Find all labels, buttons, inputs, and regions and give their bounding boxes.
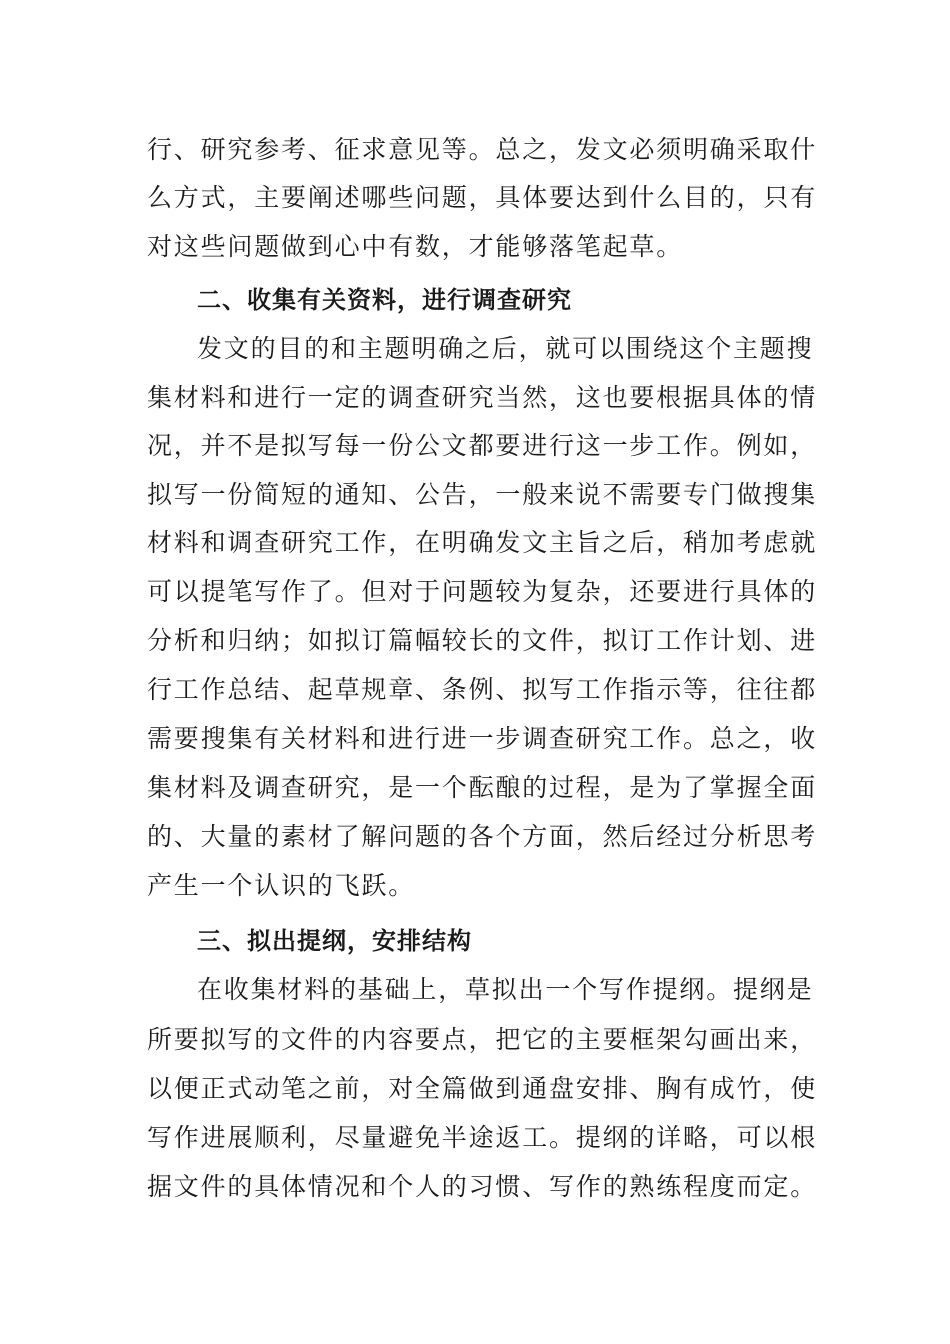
paragraph-2-line-1: 发文的目的和主题明确之后，就可以围绕这个主题搜: [197, 334, 814, 363]
paragraph-2-line-9: 需要搜集有关材料和进行进一步调查研究工作。总之，收: [147, 724, 818, 753]
paragraph-2-line-6: 可以提笔写作了。但对于问题较为复杂，还要进行具体的: [147, 577, 818, 606]
paragraph-2-line-2: 集材料和进行一定的调查研究当然，这也要根据具体的情: [147, 383, 818, 412]
paragraph-1-line-3: 对这些问题做到心中有数，才能够落笔起草。: [147, 232, 684, 261]
paragraph-3-line-5: 据文件的具体情况和个人的习惯、写作的熟练程度而定。: [147, 1172, 818, 1201]
section-heading-3: 三、拟出提纲，安排结构: [197, 927, 472, 955]
paragraph-3-line-3: 以便正式动笔之前，对全篇做到通盘安排、胸有成竹，使: [147, 1074, 818, 1103]
paragraph-2-line-12: 产生一个认识的飞跃。: [147, 871, 416, 900]
section-heading-2: 二、收集有关资料，进行调查研究: [197, 286, 572, 314]
paragraph-2-line-3: 况，并不是拟写每一份公文都要进行这一步工作。例如，: [147, 431, 818, 460]
paragraph-3-line-2: 所要拟写的文件的内容要点，把它的主要框架勾画出来，: [147, 1025, 818, 1054]
paragraph-2-line-11: 的、大量的素材了解问题的各个方面，然后经过分析思考: [147, 822, 818, 851]
paragraph-3-line-4: 写作进展顺利，尽量避免半途返工。提纲的详略，可以根: [147, 1123, 818, 1152]
paragraph-3-line-1: 在收集材料的基础上，草拟出一个写作提纲。提纲是: [197, 975, 814, 1004]
paragraph-1-line-2: 么方式，主要阐述哪些问题，具体要达到什么目的，只有: [147, 183, 818, 212]
paragraph-2-line-10: 集材料及调查研究，是一个酝酿的过程，是为了掌握全面: [147, 773, 818, 802]
paragraph-2-line-4: 拟写一份简短的通知、公告，一般来说不需要专门做搜集: [147, 480, 818, 509]
paragraph-2-line-8: 行工作总结、起草规章、条例、拟写工作指示等，往往都: [147, 675, 818, 704]
paragraph-1-line-1: 行、研究参考、征求意见等。总之，发文必须明确采取什: [147, 135, 818, 164]
paragraph-2-line-5: 材料和调查研究工作，在明确发文主旨之后，稍加考虑就: [147, 528, 818, 557]
paragraph-2-line-7: 分析和归纳；如拟订篇幅较长的文件，拟订工作计划、进: [147, 626, 818, 655]
